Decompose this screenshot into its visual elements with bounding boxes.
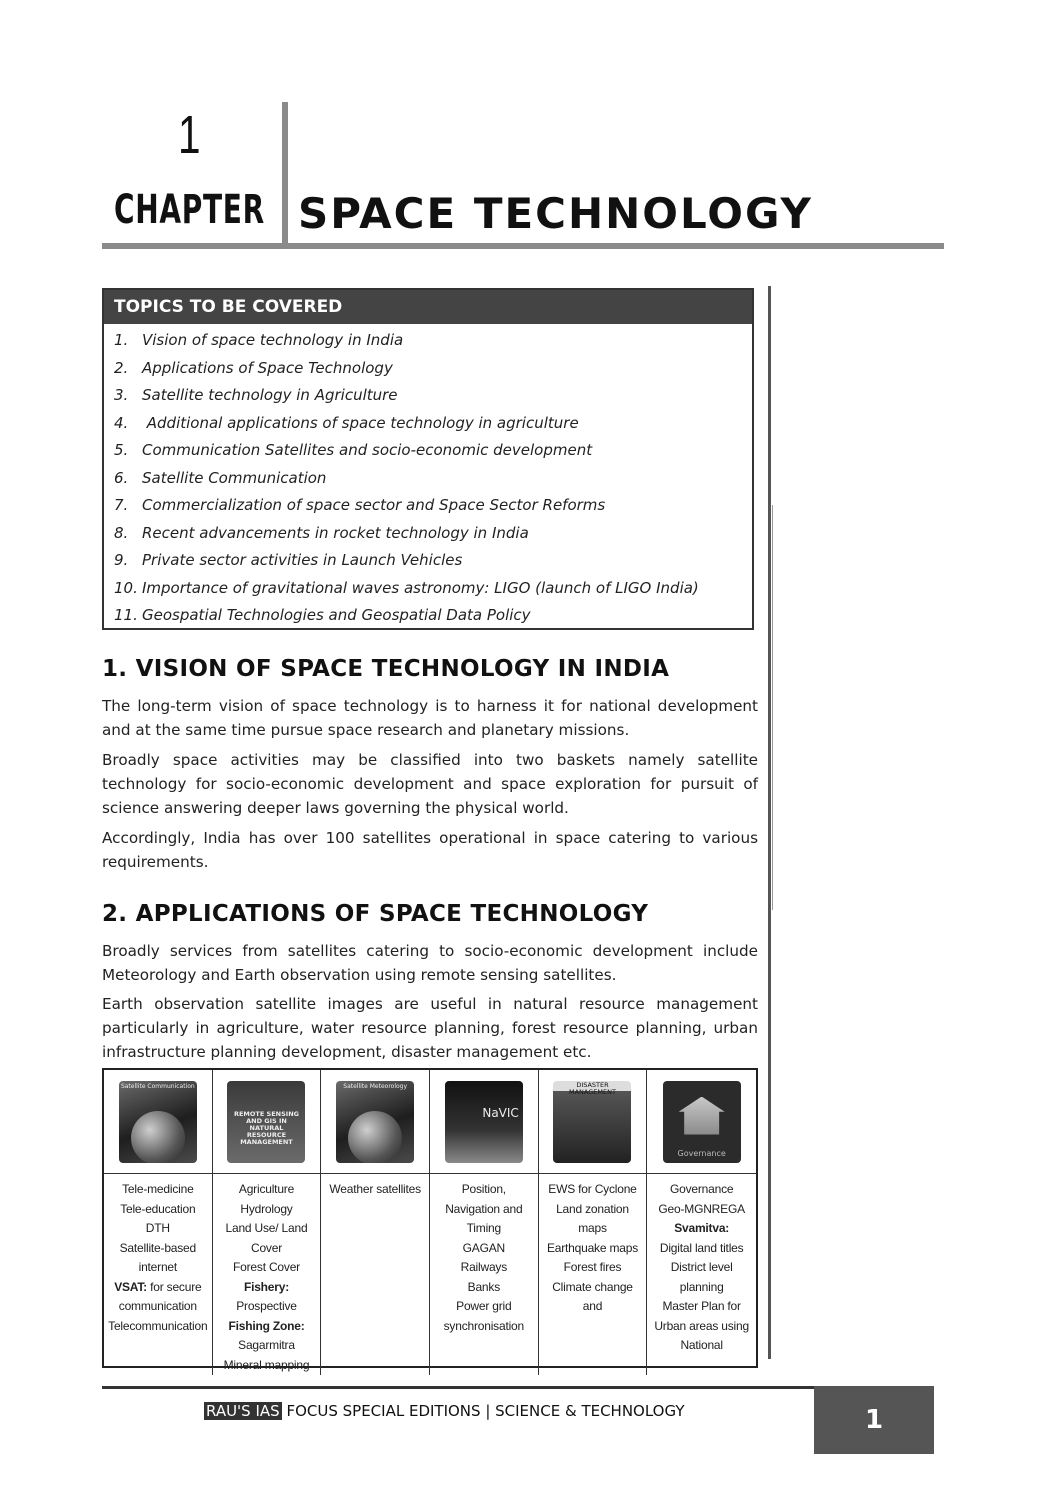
table-column-communication — [104, 1174, 213, 1375]
chapter-number: 1 — [178, 105, 201, 165]
topic-item: 7. Commercialization of space sector and Space Sector Reforms — [114, 496, 606, 514]
table-cell-line: Position, Navigation and Timing — [445, 1182, 523, 1235]
chapter-divider — [282, 102, 288, 244]
topics-list — [104, 324, 752, 630]
table-cell-line: Governance — [669, 1182, 734, 1196]
table-cell-line: Digital land titles — [659, 1240, 744, 1255]
table-cell-line: Forest fires — [563, 1260, 622, 1274]
table-cell-line: VSAT: for secure communication — [114, 1279, 202, 1313]
table-cell-line: Earthquake maps — [546, 1240, 639, 1255]
table-cell-line: Agriculture — [238, 1182, 295, 1196]
table-cell-line: Telecommunication — [108, 1318, 208, 1333]
footer-brand: RAU'S IAS — [206, 1402, 280, 1420]
table-column-meteorology — [321, 1174, 430, 1375]
satellite-meteorology-image: Satellite Meteorology — [336, 1081, 414, 1163]
topic-item: 5. Communication Satellites and socio-economic development — [114, 441, 593, 459]
table-cell-line: Geo-MGNREGA — [658, 1201, 745, 1216]
topics-box — [102, 288, 754, 630]
remote-sensing-book-image: REMOTE SENSING AND GIS IN NATURAL RESOURCE MANAGEMENT — [227, 1081, 305, 1163]
margin-rule — [768, 286, 771, 1359]
section-1-paragraph: Broadly space activities may be classified into two baskets namely satellite technology for socio-economic development and space exploration for pursuit of science answering deeper laws governing the physical world. — [102, 751, 758, 817]
header-rule — [102, 243, 944, 249]
table-cell-line: Railways — [460, 1260, 508, 1274]
margin-rule-thin — [772, 505, 773, 910]
table-cell-line: Hydrology — [240, 1201, 293, 1216]
topic-item: 11. Geospatial Technologies and Geospatial Data Policy — [114, 606, 531, 624]
table-column-navigation — [430, 1174, 539, 1375]
section-1-paragraph: Accordingly, India has over 100 satellites operational in space catering to various requirements. — [102, 829, 758, 871]
section-1-paragraph: The long-term vision of space technology is to harness it for national development and at the same time pursue space research and planetary missions. — [102, 697, 758, 739]
chapter-title: SPACE TECHNOLOGY — [298, 189, 813, 238]
topics-heading: TOPICS TO BE COVERED — [104, 290, 752, 324]
table-cell-line: Fishery: Prospective — [236, 1279, 297, 1313]
governance-image: Governance — [663, 1081, 741, 1163]
topic-item: 4. Additional applications of space technology in agriculture — [114, 413, 579, 432]
table-cell-line: Satellite-based internet — [119, 1240, 197, 1274]
table-cell-line: Banks — [467, 1279, 500, 1294]
topic-item: 9. Private sector activities in Launch Vehicles — [114, 551, 463, 569]
table-cell-line: EWS for Cyclone — [548, 1182, 637, 1196]
table-cell-line: Tele-medicine — [122, 1182, 194, 1196]
footer-title: FOCUS SPECIAL EDITIONS | SCIENCE & TECHNOLOGY — [281, 1402, 685, 1420]
navic-image: NaVIC — [445, 1081, 523, 1163]
table-cell-line: Land Use/ Land Cover — [225, 1221, 308, 1255]
disaster-management-image: DISASTER MANAGEMENT — [553, 1081, 631, 1163]
footer-text — [204, 1402, 685, 1420]
footer-rule — [102, 1386, 934, 1389]
table-column-remote-sensing — [213, 1174, 322, 1375]
topic-item: 2. Applications of Space Technology — [114, 358, 393, 377]
chapter-label: CHAPTER — [114, 187, 265, 233]
page-number: 1 — [814, 1386, 934, 1454]
table-cell-line: Tele-education — [120, 1201, 196, 1216]
table-cell-line: District level planning — [670, 1260, 733, 1294]
topic-item: 6. Satellite Communication — [114, 468, 327, 487]
table-cell-line: Mineral mapping — [223, 1357, 310, 1372]
table-column-governance — [647, 1174, 756, 1375]
table-cell-line: DTH — [145, 1221, 170, 1235]
table-cell-line: Power grid synchronisation — [443, 1299, 525, 1333]
section-1-heading: 1. VISION OF SPACE TECHNOLOGY IN INDIA — [102, 656, 670, 682]
table-cell-line: Master Plan for Urban areas using National — [654, 1299, 749, 1352]
table-cell-line: Land zonation maps — [556, 1201, 629, 1235]
table-cell-line: Climate change and — [552, 1279, 633, 1313]
topic-item: 3. Satellite technology in Agriculture — [114, 386, 398, 404]
table-cell-line: Svamitva: — [674, 1221, 730, 1235]
table-cell-line: Fishing Zone: — [228, 1318, 305, 1333]
section-2-heading: 2. APPLICATIONS OF SPACE TECHNOLOGY — [102, 901, 649, 927]
topic-item: 10. Importance of gravitational waves astronomy: LIGO (launch of LIGO India) — [114, 578, 699, 597]
topic-item: 8. Recent advancements in rocket technology in India — [114, 523, 529, 542]
section-2-paragraph: Broadly services from satellites catering to socio-economic development include Meteorology and Earth observation using remote sensing satellites. — [102, 942, 758, 984]
table-column-disaster — [539, 1174, 648, 1375]
applications-table — [102, 1068, 758, 1372]
satellite-communication-image: Satellite Communication — [119, 1081, 197, 1163]
table-cell-line: Sagarmitra — [238, 1338, 295, 1352]
table-cell-line: Weather satellites — [329, 1182, 421, 1196]
section-2-paragraph: Earth observation satellite images are useful in natural resource management particularly in agriculture, water resource planning, forest resource planning, urban infrastructure planning development, disaster management etc. — [102, 995, 758, 1061]
table-cell-line: Forest Cover — [233, 1260, 300, 1274]
table-cell-line: GAGAN — [462, 1240, 505, 1255]
topic-item: 1. Vision of space technology in India — [114, 331, 404, 349]
